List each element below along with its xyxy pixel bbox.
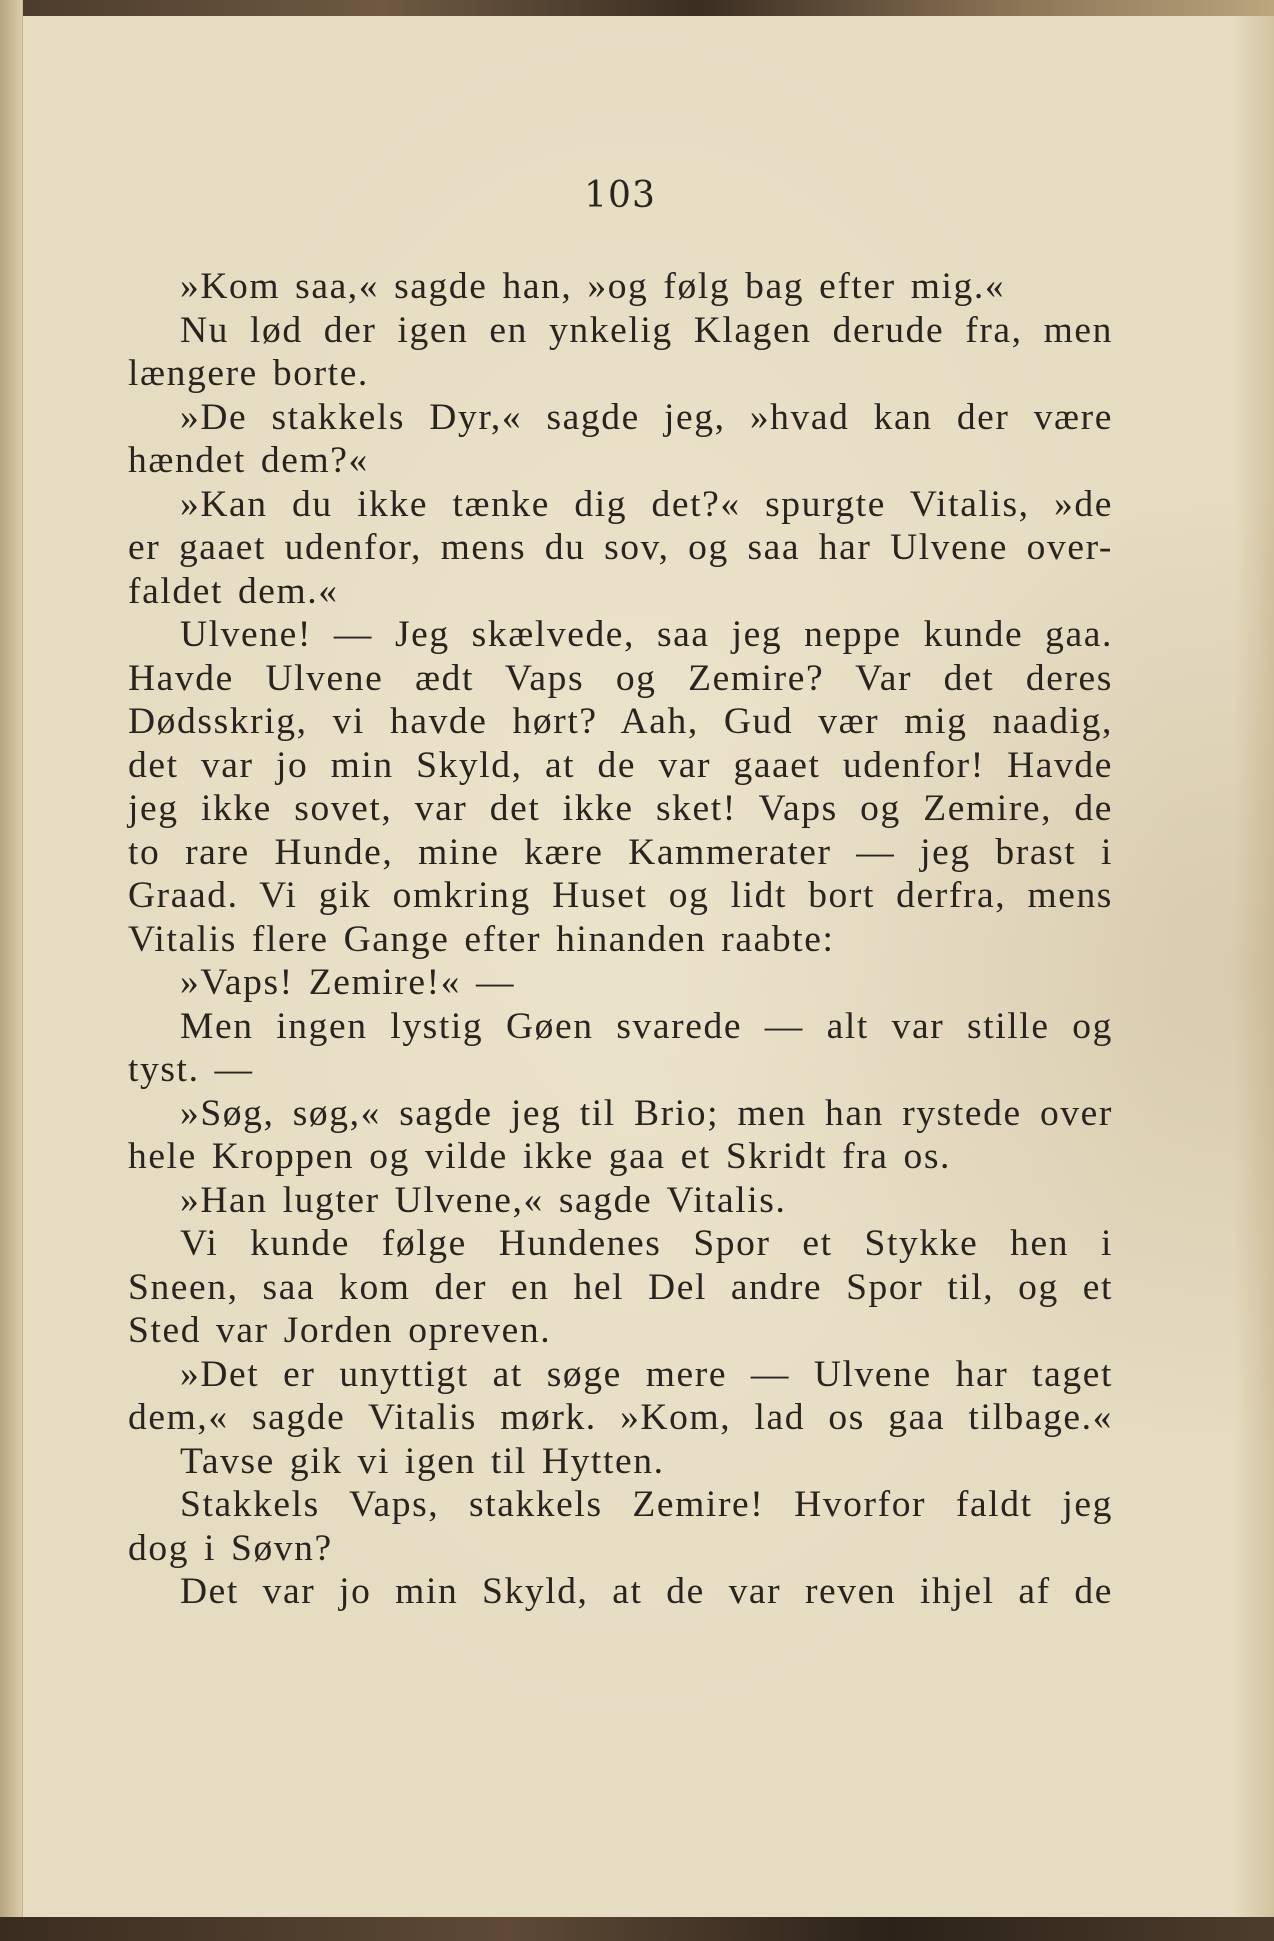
text-line: »De stakkels Dyr,« sagde jeg, »hvad kan der være	[180, 396, 1113, 438]
text-line: Sted var Jorden opreven.	[128, 1310, 552, 1351]
text-line: tyst. —	[128, 1049, 254, 1090]
text-line: dem,« sagde Vitalis mørk. »Kom, lad os gaa tilbage.«	[128, 1397, 1113, 1438]
binding-gutter	[0, 0, 23, 1941]
text-line: Ulvene! — Jeg skælvede, saa jeg neppe kunde gaa.	[180, 614, 1113, 655]
text-line: Graad. Vi gik omkring Huset og lidt bort derfra, mens	[128, 875, 1113, 916]
page-number: 103	[584, 175, 656, 216]
text-line: faldet dem.«	[128, 570, 339, 612]
text-line: er gaaet udenfor, mens du sov, og saa har Ulvene over-	[128, 527, 1113, 568]
text-line: det var jo min Skyld, at de var gaaet udenfor! Havde	[128, 744, 1113, 786]
text-line: Stakkels Vaps, stakkels Zemire! Hvorfor faldt jeg	[180, 1484, 1113, 1525]
text-line: Det var jo min Skyld, at de var reven ihjel af de	[180, 1571, 1113, 1612]
text-line: »Kan du ikke tænke dig det?« spurgte Vitalis, »de	[180, 483, 1113, 525]
text-line: Men ingen lystig Gøen svarede — alt var stille og	[180, 1005, 1113, 1047]
text-line: Dødsskrig, vi havde hørt? Aah, Gud vær mig naadig,	[128, 701, 1113, 742]
text-line: »Det er unyttigt at søge mere — Ulvene har taget	[180, 1353, 1113, 1395]
text-line: Havde Ulvene ædt Vaps og Zemire? Var det deres	[128, 657, 1113, 699]
text-line: »Søg, søg,« sagde jeg til Brio; men han rystede over	[180, 1092, 1113, 1134]
text-line: Vi kunde følge Hundenes Spor et Stykke hen i	[180, 1223, 1113, 1264]
text-line: længere borte.	[128, 353, 369, 394]
text-line: Sneen, saa kom der en hel Del andre Spor til, og et	[128, 1266, 1113, 1308]
text-line: »Vaps! Zemire!« —	[180, 962, 516, 1003]
text-line: dog i Søvn?	[128, 1527, 333, 1569]
text-line: Vitalis flere Gange efter hinanden raabte:	[128, 918, 835, 960]
text-line: hele Kroppen og vilde ikke gaa et Skridt fra os.	[128, 1136, 952, 1177]
text-line: hændet dem?«	[128, 440, 369, 481]
text-line: to rare Hunde, mine kære Kammerater — jeg brast i	[128, 831, 1113, 873]
text-line: »Han lugter Ulvene,« sagde Vitalis.	[180, 1179, 787, 1221]
body-text	[128, 265, 1113, 1614]
top-page-edge	[0, 0, 1274, 16]
text-line: Nu lød der igen en ynkelig Klagen derude fra, men	[180, 309, 1113, 351]
text-line: Tavse gik vi igen til Hytten.	[180, 1440, 665, 1482]
bottom-page-edge	[0, 1917, 1274, 1941]
text-line: »Kom saa,« sagde han, »og følg bag efter mig.«	[180, 266, 1006, 307]
right-page-shadow	[1234, 0, 1274, 1941]
text-line: jeg ikke sovet, var det ikke sket! Vaps og Zemire, de	[128, 788, 1113, 829]
